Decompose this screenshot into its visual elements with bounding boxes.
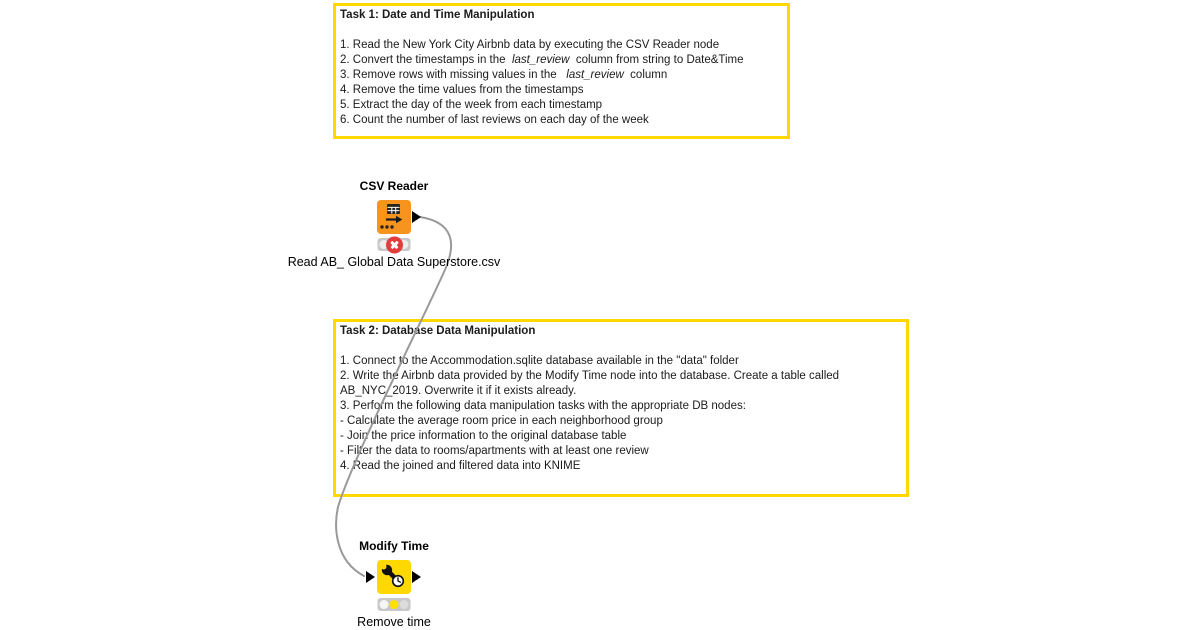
node-csv-reader-label[interactable]: Read AB_ Global Data Superstore.csv: [287, 255, 501, 269]
annotation-task1[interactable]: [333, 3, 790, 139]
status-light-modify-time: [378, 598, 411, 611]
input-port-modify-time[interactable]: [366, 571, 375, 583]
status-dot: [390, 600, 399, 609]
annotation-task2-title: Task 2: Database Data Manipulation: [340, 325, 536, 337]
status-dot: [380, 600, 389, 609]
annotation-task1-title: Task 1: Date and Time Manipulation: [340, 9, 535, 21]
node-modify-time-title[interactable]: Modify Time: [359, 539, 429, 553]
annotation-task2[interactable]: [333, 319, 909, 497]
node-csv-reader[interactable]: [287, 179, 501, 269]
status-light-csv-reader: [378, 238, 411, 251]
wrench-clock-icon: [377, 560, 411, 594]
annotation-task2-body: 1. Connect to the Accommodation.sqlite database available in the "data" folder 2. Write the Airbnb data provided by the Modify Time node into the database. Create a table called AB_NYC_2019. Overwrite it if it exists already. 3. Perform the following data manipulation tasks with the appropriate DB nodes: - Calculate the average room price in each neighborhood group - Join the price information to the original database table - Filter the data to rooms/apartments with at least one review 4. Read the joined and filtered data into KNIME: [340, 355, 840, 472]
error-icon: [386, 236, 403, 253]
annotation-task1-body: 1. Read the New York City Airbnb data by executing the CSV Reader node 2. Convert the timestamps in the last_review column from string to Date&Time 3. Remove rows with missing values in the last_review column 4. Remove the time values from the timestamps 5. Extract the day of the week from each timestamp 6. Count the number of last reviews on each day of the week: [340, 39, 744, 126]
node-modify-time[interactable]: [357, 539, 431, 629]
node-csv-reader-title[interactable]: CSV Reader: [359, 179, 429, 193]
output-port-modify-time[interactable]: [412, 571, 421, 583]
node-modify-time-body[interactable]: [377, 560, 411, 594]
table-export-icon: [377, 200, 411, 234]
node-modify-time-label[interactable]: Remove time: [357, 615, 431, 629]
output-port-csv-reader[interactable]: [412, 211, 421, 223]
node-csv-reader-body[interactable]: [377, 200, 411, 234]
status-dot: [400, 600, 409, 609]
